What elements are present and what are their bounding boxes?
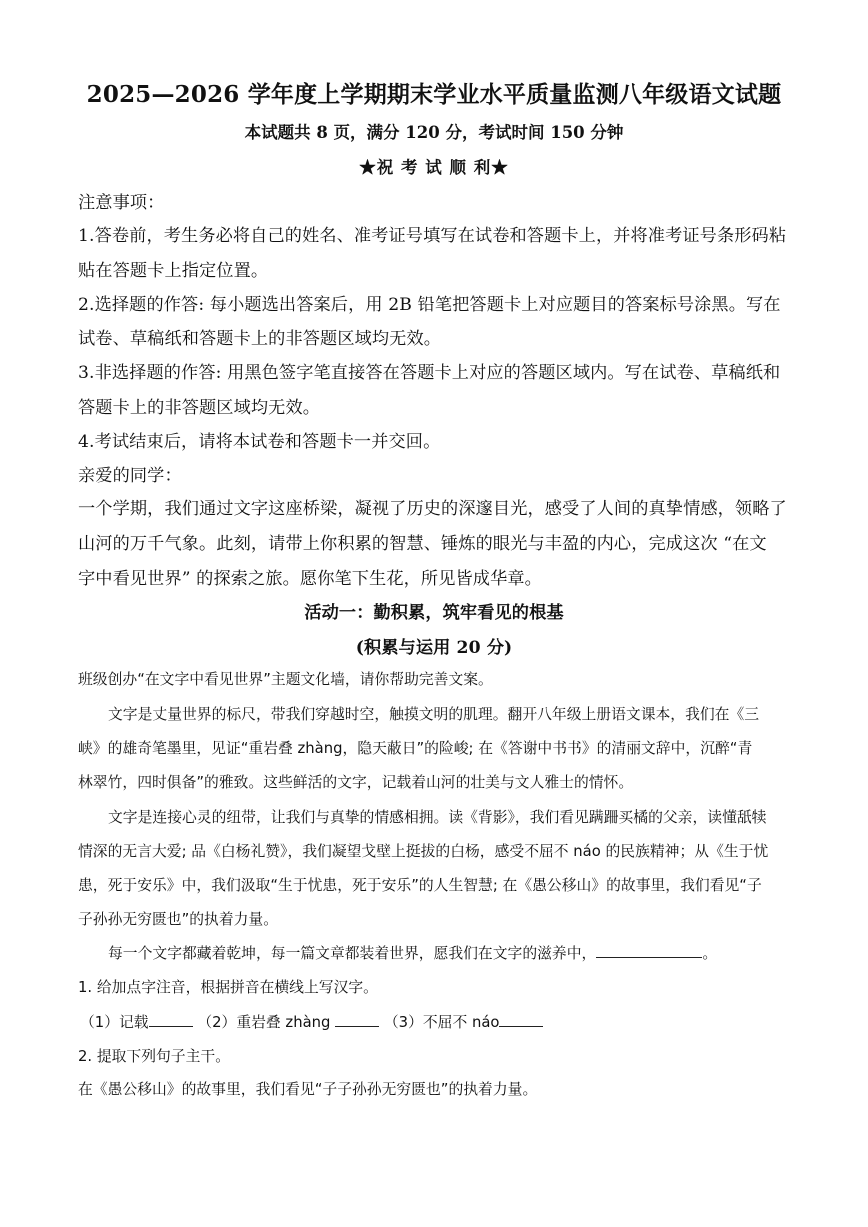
notice-heading: 注意事项： bbox=[78, 193, 165, 213]
passage-line: 情深的无言大爱; 品《白杨礼赞》，我们凝望戈壁上挺拔的白杨，感受不屈不 náo 的民族精神；从《生于忧 bbox=[78, 843, 769, 860]
question-2: 2. 提取下列句子主干。 bbox=[78, 1048, 230, 1065]
passage-closing-text: 每一个文字都藏着乾坤，每一篇文章都装着世界，愿我们在文字的滋养中， bbox=[108, 945, 597, 962]
notice-line: 试卷、草稿纸和答题卡上的非答题区域均无效。 bbox=[78, 329, 442, 349]
passage-closing-end: 。 bbox=[702, 945, 718, 962]
section-heading: (积累与运用 20 分) bbox=[355, 638, 513, 658]
question-1-part-c: （3）不屈不 náo bbox=[383, 1014, 500, 1031]
task-intro: 班级创办“在文字中看见世界”主题文化墙，请你帮助完善文案。 bbox=[78, 671, 493, 688]
passage-line: 文字是连接心灵的纽带，让我们与真挚的情感相拥。读《背影》，我们看见蹒跚买橘的父亲，读懂舐犊 bbox=[108, 809, 767, 826]
passage-line: 患，死于安乐》中，我们汲取“生于忧患，死于安乐”的人生智慧; 在《愚公移山》的故事里，我们看见“子 bbox=[78, 877, 762, 894]
notice-line: 2.选择题的作答: 每小题选出答案后，用 2B 铅笔把答题卡上对应题目的答案标号涂黑。写在 bbox=[78, 295, 781, 315]
question-1: 1. 给加点字注音，根据拼音在横线上写汉字。 bbox=[78, 979, 378, 996]
passage-line: 峡》的雄奇笔墨里，见证“重岩叠 zhàng，隐天蔽日”的险峻; 在《答谢中书书》的清丽文辞中，沉醉“青 bbox=[78, 740, 753, 757]
passage-closing-line bbox=[108, 942, 790, 963]
passage-line: 文字是丈量世界的标尺，带我们穿越时空，触摸文明的肌理。翻开八年级上册语文课本，我们在《三 bbox=[108, 706, 760, 723]
answer-blank[interactable] bbox=[596, 956, 702, 958]
passage-line: 林翠竹，四时俱备”的雅致。这些鲜活的文字，记载着山河的壮美与文人雅士的情怀。 bbox=[78, 774, 634, 791]
answer-blank[interactable] bbox=[149, 1025, 193, 1027]
greeting-salutation: 亲爱的同学： bbox=[78, 466, 182, 486]
greeting-line: 一个学期，我们通过文字这座桥梁，凝视了历史的深邃目光，感受了人间的真挚情感，领略了 bbox=[78, 499, 787, 519]
notice-line: 答题卡上的非答题区域均无效。 bbox=[78, 398, 321, 418]
good-luck-banner: ★祝 考 试 顺 利★ bbox=[359, 158, 509, 177]
answer-blank[interactable] bbox=[499, 1025, 543, 1027]
question-1-part-a: （1）记载 bbox=[80, 1014, 149, 1031]
exam-subtitle: 本试题共 8 页，满分 120 分，考试时间 150 分钟 bbox=[244, 123, 624, 142]
notice-line: 4.考试结束后，请将本试卷和答题卡一并交回。 bbox=[78, 432, 441, 452]
notice-line: 1.答卷前，考生务必将自己的姓名、准考证号填写在试卷和答题卡上，并将准考证号条形码粘 bbox=[78, 226, 787, 246]
activity-title: 活动一：勤积累，筑牢看见的根基 bbox=[304, 603, 564, 623]
exam-title: 2025—2026 学年度上学期期末学业水平质量监测八年级语文试题 bbox=[86, 81, 782, 108]
question-1-parts bbox=[80, 1011, 790, 1032]
question-1-part-b: （2）重岩叠 zhàng bbox=[197, 1014, 331, 1031]
greeting-line: 字中看见世界” 的探索之旅。愿你笔下生花，所见皆成华章。 bbox=[78, 569, 542, 589]
notice-line: 贴在答题卡上指定位置。 bbox=[78, 261, 269, 281]
notice-line: 3.非选择题的作答: 用黑色签字笔直接答在答题卡上对应的答题区域内。写在试卷、草稿纸和 bbox=[78, 363, 781, 383]
answer-blank[interactable] bbox=[335, 1025, 379, 1027]
passage-line: 子孙孙无穷匮也”的执着力量。 bbox=[78, 911, 279, 928]
question-2-sentence: 在《愚公移山》的故事里，我们看见“子子孙孙无穷匮也”的执着力量。 bbox=[78, 1081, 538, 1098]
greeting-line: 山河的万千气象。此刻，请带上你积累的智慧、锤炼的眼光与丰盈的内心，完成这次 “在文 bbox=[78, 534, 767, 554]
